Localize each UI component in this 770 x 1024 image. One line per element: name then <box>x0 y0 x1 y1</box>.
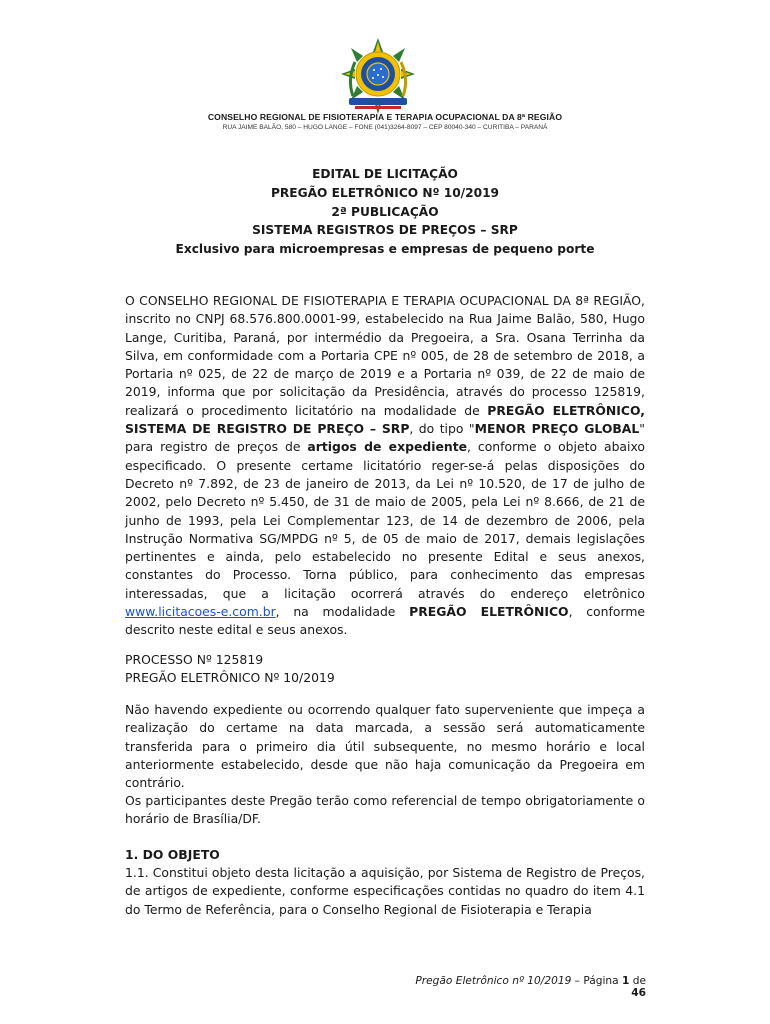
intro-bold-modality-2: PREGÃO ELETRÔNICO <box>409 604 569 620</box>
section-item-1-1: 1.1. Constitui objeto desta licitação a aquisição, por Sistema de Registro de Preços, de artigos de expediente, conforme especificações contidas no quadro do item 4.1 do Termo de Referência, para o Conselho Regional de Fisioterapia e Terapia <box>125 865 645 917</box>
section-heading-objeto: 1. DO OBJETO <box>125 847 220 862</box>
pregao-number: PREGÃO ELETRÔNICO Nº 10/2019 <box>125 670 335 686</box>
intro-text: , conforme o objeto abaixo especificado. O presente certame licitatório reger-se-á pelas disposições do Decreto nº 7.892, de 23 de janeiro de 2013, da Lei nº 10.520, de 17 de julho de 2002, pelo Decreto nº 5.450, de 31 de maio de 2005, pela Lei nº 8.666, de 21 de junho de 1993, pela Lei Complementar 123, de 14 de dezembro de 2006, pela Instrução Normativa SG/MPDG nº 5, de 05 de maio de 2017, demais legislações pertinentes e ainda, pelo estabelecido no presente Edital e seus anexos, constantes do Processo. Torna público, para conhecimento das empresas interessadas, que a licitação ocorrerá através do endereço eletrônico <box>125 439 646 601</box>
notice-paragraph: Não havendo expediente ou ocorrendo qualquer fato superveniente que impeça a realização do certame na data marcada, a sessão será automaticamente transferida para o primeiro dia útil subsequente, no mesmo horário e local anteriormente estabelecido, desde que não haja comunicação da Pregoeira em contrário. <box>125 702 645 791</box>
intro-text: " para registro de preços de <box>125 421 645 455</box>
footer-doc-name: Pregão Eletrônico nº 10/2019 <box>415 975 572 987</box>
process-number: PROCESSO Nº 125819 <box>125 652 264 667</box>
coat-of-arms-icon <box>339 36 417 116</box>
process-block <box>125 651 645 688</box>
licitacoes-link[interactable]: www.licitacoes-e.com.br <box>125 604 276 620</box>
footer-page-total: 46 <box>631 987 646 999</box>
doc-subtitle-srp: SISTEMA REGISTROS DE PREÇOS – SRP <box>252 223 518 237</box>
org-name: CONSELHO REGIONAL DE FISIOTERAPIA E TERAPIA OCUPACIONAL DA 8ª REGIÃO <box>207 112 563 122</box>
doc-subtitle-pregao: PREGÃO ELETRÔNICO Nº 10/2019 <box>270 186 500 200</box>
org-address: RUA JAIME BALÃO, 580 – HUGO LANGE – FONE (041)3264-8097 – CEP 80040-340 – CURITIBA – PARANÁ <box>222 124 548 131</box>
intro-bold-object: artigos de expediente <box>307 439 468 455</box>
doc-subtitle-exclusive: Exclusivo para microempresas e empresas de pequeno porte <box>175 242 595 256</box>
intro-text: , na modalidade <box>275 604 410 620</box>
intro-paragraph <box>125 292 645 640</box>
intro-bold-type: MENOR PREÇO GLOBAL <box>474 421 640 437</box>
page-footer <box>400 975 646 999</box>
footer-page-label: – Página <box>571 975 622 987</box>
intro-text: , do tipo " <box>409 421 475 437</box>
intro-text: , conforme descrito neste edital e seus anexos. <box>125 604 646 638</box>
footer-of-label: de <box>629 975 646 987</box>
doc-title: EDITAL DE LICITAÇÃO <box>312 167 458 181</box>
doc-subtitle-publication: 2ª PUBLICAÇÃO <box>331 205 439 219</box>
intro-text: O CONSELHO REGIONAL DE FISIOTERAPIA E TERAPIA OCUPACIONAL DA 8ª REGIÃO, inscrito no CNPJ 68.576.800.0001-99, estabelecido na Rua Jaime Balão, 580, Hugo Lange, Curitiba, Paraná, por intermédio da Pregoeira, a Sra. Osana Terrinha da Silva, em conformidade com a Portaria CPE nº 005, de 28 de setembro de 2018, a Portaria nº 025, de 22 de março de 2019 e a Portaria nº 039, de 22 de maio de 2019, informa que por solicitação da Presidência, através do processo 125819, realizará o procedimento licitatório na modalidade de <box>125 293 645 418</box>
timezone-paragraph: Os participantes deste Pregão terão como referencial de tempo obrigatoriamente o horário de Brasília/DF. <box>125 793 645 827</box>
intro-bold-modality: PREGÃO ELETRÔNICO, SISTEMA DE REGISTRO DE PREÇO – SRP <box>125 402 645 437</box>
footer-page-number: 1 <box>622 975 630 987</box>
